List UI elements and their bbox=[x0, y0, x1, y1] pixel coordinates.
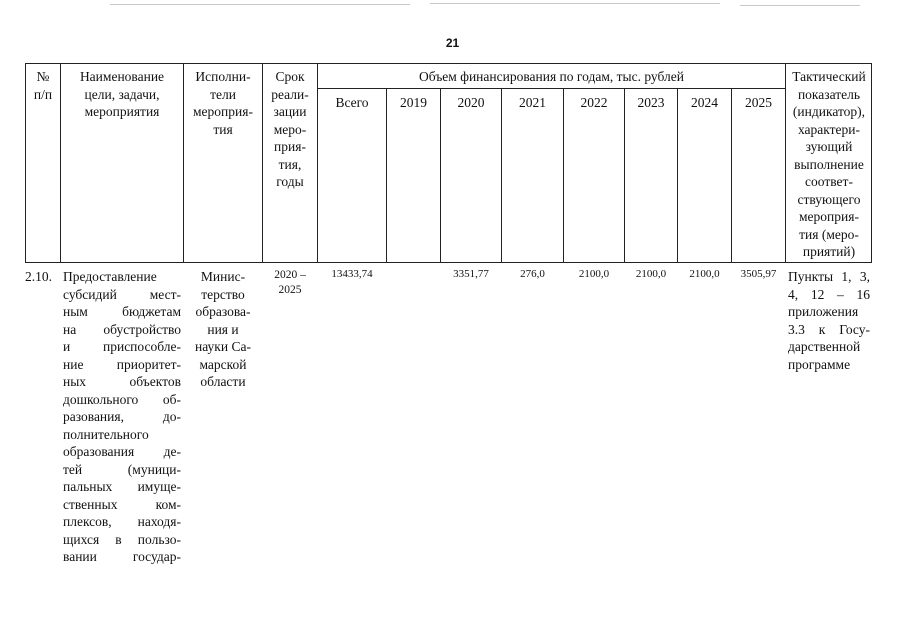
row-value-2022: 2100,0 bbox=[578, 268, 610, 280]
row-indicator: Пункты 1, 3, 4, 12 – 16 приложения 3.3 к Госу- дарственной программе bbox=[788, 269, 870, 372]
scan-artifact bbox=[740, 5, 860, 6]
header-col-term: Срок реали- зации меро- прия- тия, годы bbox=[271, 69, 309, 189]
page-number: 21 bbox=[445, 36, 460, 50]
header-funding-group: Объем финансирования по годам, тыс. рублей bbox=[419, 69, 684, 84]
row-value-total: 13433,74 bbox=[331, 268, 373, 280]
row-value-2024: 2100,0 bbox=[689, 268, 720, 280]
row-term: 2020 – 2025 bbox=[274, 269, 306, 296]
row-name: Предоставление субсидий мест- ным бюджетам на обустройство и приспособле- ние приоритет- ных объектов дошкольного об- разования, до- полнительного образования де- тей (муници- пальных имуще- ственных ком- плексов, находя- щихся в пользо- вании государ- bbox=[63, 269, 181, 564]
header-year-2022: 2022 bbox=[580, 95, 608, 110]
header-year-2019: 2019 bbox=[400, 95, 427, 110]
header-col-name: Наименование цели, задачи, мероприятия bbox=[79, 69, 165, 119]
header-year-2023: 2023 bbox=[637, 95, 665, 110]
row-value-2020: 3351,77 bbox=[453, 268, 489, 280]
header-year-2021: 2021 bbox=[519, 95, 546, 110]
header-year-2024: 2024 bbox=[691, 95, 718, 110]
row-value-2025: 3505,97 bbox=[740, 268, 777, 280]
header-year-2020: 2020 bbox=[457, 95, 485, 110]
header-year-2025: 2025 bbox=[745, 95, 772, 110]
scan-artifact bbox=[110, 4, 410, 5]
row-number: 2.10. bbox=[25, 269, 52, 284]
header-col-indicator: Тактический показатель (индикатор), характери- зующий выполнение соответ- ствующего мероприя- тия (меро- приятий) bbox=[792, 69, 866, 259]
header-year-total: Всего bbox=[335, 95, 369, 110]
scan-artifact bbox=[430, 3, 720, 4]
row-value-2021: 276,0 bbox=[520, 268, 545, 280]
row-value-2023: 2100,0 bbox=[635, 268, 667, 280]
row-executor: Минис- терство образова- ния и науки Са- марской области bbox=[195, 269, 251, 389]
header-col-executor: Исполни- тели мероприя- тия bbox=[193, 69, 253, 137]
header-col-number: № п/п bbox=[33, 69, 53, 102]
